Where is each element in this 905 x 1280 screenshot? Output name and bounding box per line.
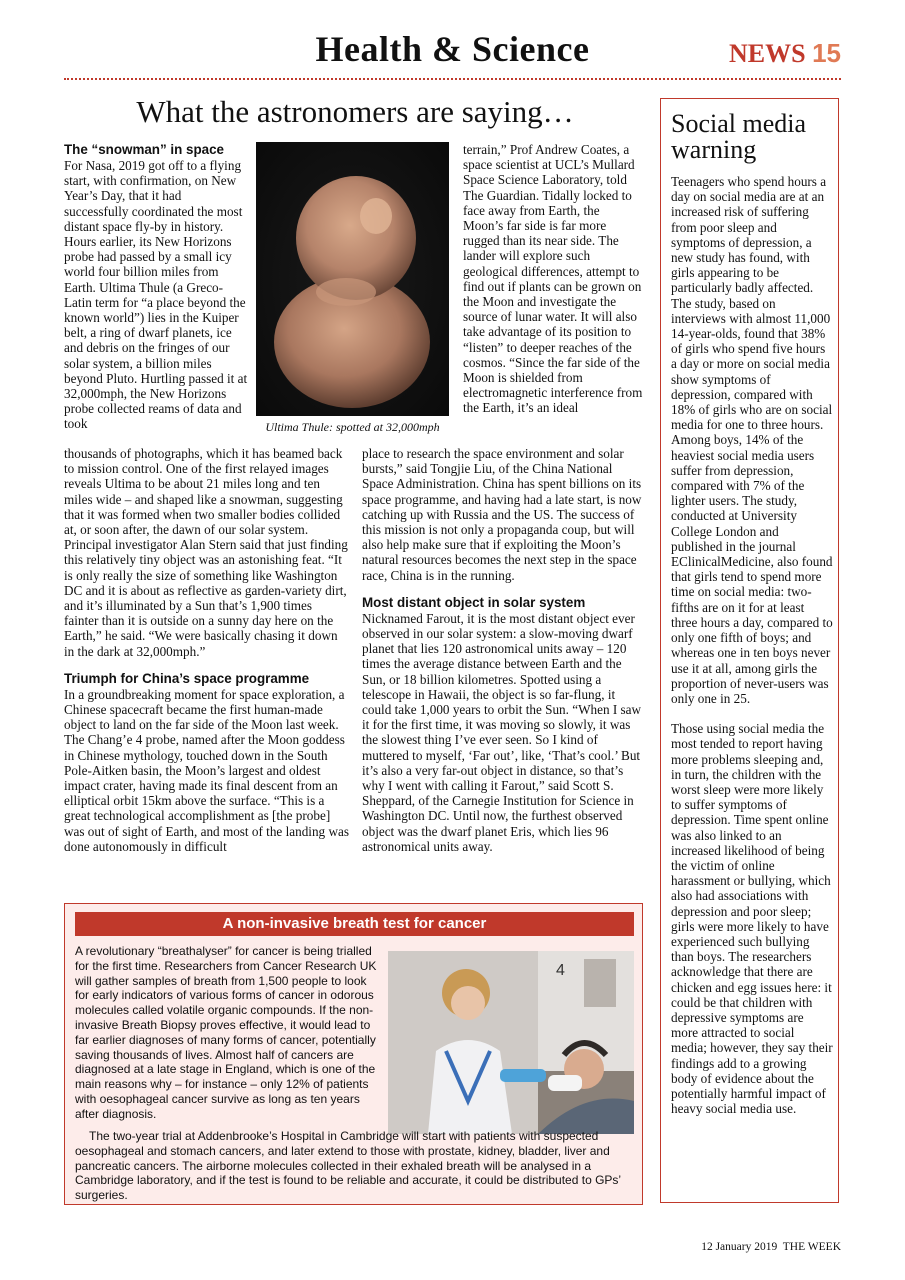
breath-test-photo xyxy=(388,951,634,1134)
china-text: In a groundbreaking moment for space exploration, a Chinese spacecraft became the first human-made object to land on the far side of the Moon last week. The Chang’e 4 probe, named after the Moon goddess in Chinese mythology, touched down in the South Pole-Aitken basin, the Moon’s largest and oldest impact crater, having made its final descent from an elliptical orbit 15km above the surface. “This is a great technological accomplishment as [the probe] was out of sight of Earth, and most of the landing was done autonomously in difficult xyxy=(64,686,349,854)
sidebar-title: Social media warning xyxy=(671,109,807,164)
nurse-patient-image xyxy=(388,951,634,1134)
breath-test-para1-text: A revolutionary “breathalyser” for cancer is being trialled for the first time. Researchers from Cancer Research UK will gather samples of breath from 1,500 people to look for early indicators of various forms of cancer in odorous molecules called volatile organic compounds. If the non-invasive Breath Biopsy proves effective, it would lead to far earlier diagnoses of many forms of cancer, potentially saving thousands of lives. Almost half of cancers are diagnosed at a late stage in England, which is one of the main reasons why – for instance – only 12% of patients with oesophageal cancer survive as long as ten years after diagnosis. xyxy=(75,944,377,1121)
breath-test-para1 xyxy=(75,944,380,1122)
breath-test-para2-text: The two-year trial at Addenbrooke’s Hospital in Cambridge will start with patients with suspected oesophageal and stomach cancers, and later extend to those with prostate, kidney, bladder, liver and pancreatic cancers. The airborne molecules collected in their exhaled breath will be analysed in a Cambridge laboratory, and if the test is found to be reliable and accurate, it could be distributed to GPs’ surgeries. xyxy=(75,1129,621,1203)
breath-test-title: A non-invasive breath test for cancer xyxy=(75,912,634,936)
page-number: 15 xyxy=(812,38,841,68)
photo-caption: Ultima Thule: spotted at 32,000mph xyxy=(265,420,440,434)
china-narrow-text: terrain,” Prof Andrew Coates, a space scientist at UCL’s Mullard Space Science Laboratory, told The Guardian. Tidally locked to face away from Earth, the Moon’s far side is far more rugged than its near side. The lander will explore such geological differences, attempt to find out if plants can be grown on the Moon and investigate the source of lunar water. It will also take advantage of its position to “listen” to deeper reaches of the cosmos. “Since the far side of the Moon is shielded from electromagnetic interference from the Earth, it’s an ideal xyxy=(463,142,643,416)
snowman-narrow-text: For Nasa, 2019 got off to a flying start, with confirmation, on New Year’s Day, that it had successfully coordinated the most distant space fly-by in history. Hours earlier, its New Horizons probe had passed by a small icy world four billion miles from Earth. Ultima Thule (a Greco-Latin term for “a place beyond the known world”) lies in the Kuiper belt, a ring of dwarf planets, ice and debris on the fringes of our solar system, a billion miles beyond Pluto. Hurtling passed it at 32,000mph, the New Horizons probe collected reams of data and took xyxy=(64,158,248,432)
breath-test-para2 xyxy=(75,1129,635,1203)
snowman-article-top xyxy=(64,142,248,432)
article-left-column xyxy=(64,446,349,854)
header-divider xyxy=(64,78,841,80)
china-article-top xyxy=(463,142,643,416)
farout-heading: Most distant object in solar system xyxy=(362,594,586,610)
footer-publication: THE WEEK xyxy=(782,1241,841,1253)
china-heading: Triumph for China’s space programme xyxy=(64,670,310,686)
sidebar-para2: Those using social media the most tended to report having more problems sleeping and, in turn, the children with the worst sleep were more likely to suffer symptoms of depression. Time spent online was also linked to an increased likelihood of being the victim of online harassment or bullying, which also had associations with depression and poor sleep; girls were more likely to have experienced such bullying than boys. The researchers acknowledge that there are chicken and egg issues here: it could be that children with depressive symptoms are more attracted to social media; however, they say their findings add to a growing body of evidence about the potentially harmful impact of heavy social media use. xyxy=(671,721,833,1117)
ultima-thule-image xyxy=(256,142,449,416)
footer-date: 12 January 2019 xyxy=(701,1241,778,1253)
page-footer xyxy=(701,1241,841,1253)
news-page-label xyxy=(729,38,841,69)
snowman-wide-text: thousands of photographs, which it has beamed back to mission control. One of the first relayed images reveals Ultima to be about 21 miles long and ten miles wide – and shaped like a snowman, suggesting that it was formed when two smaller bodies collided at, or soon after, the dawn of our solar system. Principal investigator Alan Stern said that just finding this relatively tiny object was an astonishing feat. “It is only really the size of something like Washington DC and it is about as reflective as garden-variety dirt, and it’s illuminated by a Sun that’s 1,900 times fainter than it is outside on a sunny day here on the Earth,” he said. “We were basically chasing it down in the dark at 32,000mph.” xyxy=(64,446,348,659)
ultima-thule-photo xyxy=(256,142,449,416)
section-title: Health & Science xyxy=(315,29,590,69)
photo-sign-number: 4 xyxy=(556,962,565,979)
snowman-heading: The “snowman” in space xyxy=(64,142,224,157)
sidebar-para1: Teenagers who spend hours a day on social media are at an increased risk of suffering from poor sleep and symptoms of depression, a new study has found, with girls appearing to be particularly badly affected. The study, based on interviews with almost 11,000 14-year-olds, found that 38% of girls who spend five hours a day or more on social media show symptoms of depression, compared with 18% of girls who are on social media for one to three hours. Among boys, 14% of the heaviest social media users suffer from depression, compared with 7% of the lighter users. The study, conducted at University College London and published in the journal EClinicalMedicine, also found that girls tend to spend more time on social media: two-fifths are on it for at least three hours a day, compared to only one fifth of boys; and whereas one in ten boys never use it at all, among girls the proportion of never-users was only one in 25. xyxy=(671,174,833,706)
main-heading: What the astronomers are saying… xyxy=(136,94,574,129)
china-wide-text: place to research the space environment and solar bursts,” said Tongjie Liu, of the China National Space Administration. China has spent billions on its space programme, and having had a late start, is now catching up with Russia and the US. The success of this mission is not only a propaganda coup, but will also help make sure that if exploiting the Moon’s natural resources becomes the next step in the space race, China is in the running. xyxy=(362,446,642,583)
article-right-column xyxy=(362,446,643,854)
farout-text: Nicknamed Farout, it is the most distant object ever observed in our solar system: a slow-moving dwarf planet that lies 120 astronomical units away – 120 times the average distance between Earth and the Sun, or 18 billion kilometres. Spotted using a telescope in Hawaii, the object is so far-flung, it could take 1,000 years to orbit the Sun. “When I saw it for the first time, it was moving so slowly, it was the slowest thing I’ve ever seen. So I kind of muttered to myself, ‘Far out’, like, ‘That’s cool.’ But it’s also a very far-out object in distance, so that’s why I went with calling it Farout,” said Scott S. Sheppard, of the Carnegie Institution for Science in Washington DC. Until now, the furthest observed object was the dwarf planet Eris, which lies 96 astronomical units away. xyxy=(362,610,642,854)
news-label: NEWS xyxy=(729,39,806,68)
sidebar-body xyxy=(671,174,833,1116)
